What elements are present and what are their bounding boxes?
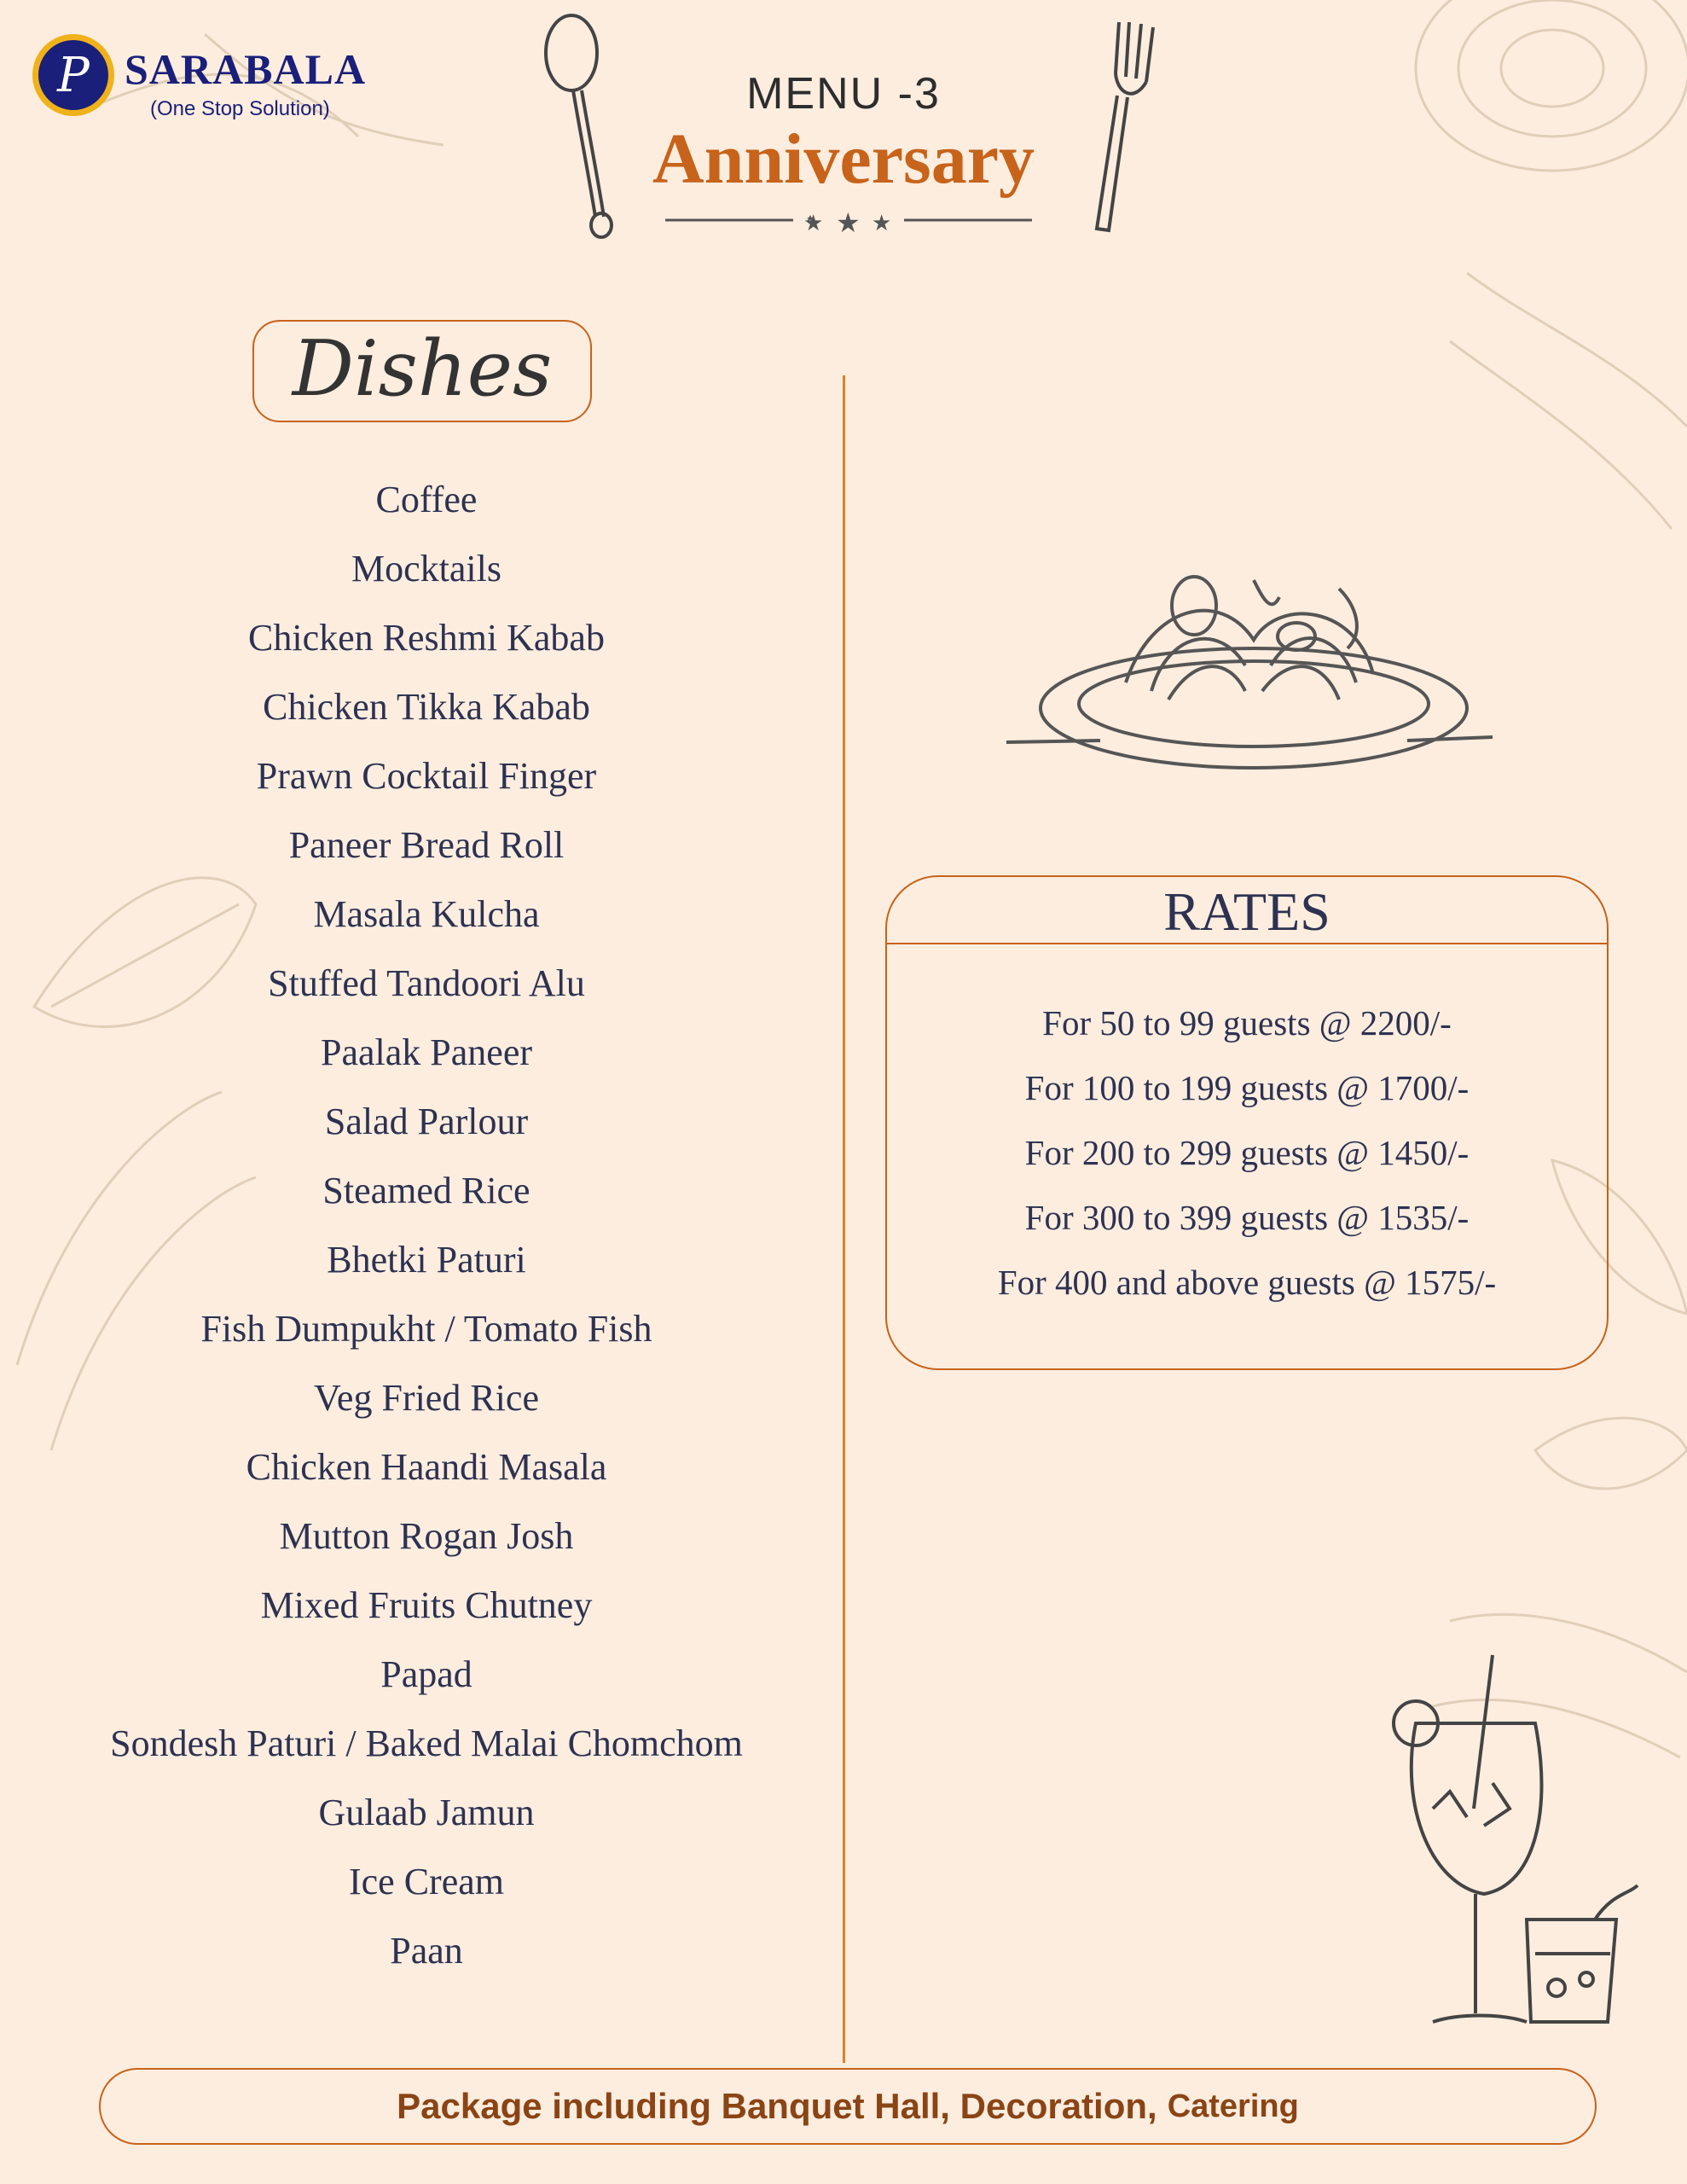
rates-divider	[887, 943, 1607, 944]
dish-item: Mutton Rogan Josh	[279, 1515, 574, 1557]
dish-item: Papad	[380, 1653, 472, 1695]
dish-item: Prawn Cocktail Finger	[256, 755, 597, 797]
brand-name: SARABALA	[125, 45, 367, 93]
dish-item: Salad Parlour	[324, 1101, 529, 1142]
footer-tail: Catering	[1167, 2088, 1299, 2124]
rates-box	[885, 875, 1609, 1370]
dish-item: Bhetki Paturi	[327, 1239, 526, 1281]
menu-number: MENU -3	[746, 69, 941, 119]
dish-item: Chicken Haandi Masala	[246, 1446, 607, 1488]
rates-list	[887, 995, 1607, 1319]
drinks-icon	[1382, 1638, 1655, 2048]
dish-item: Steamed Rice	[322, 1170, 530, 1211]
rate-item: For 300 to 399 guests @ 1535/-	[1024, 1198, 1470, 1237]
footer-text: Package including Banquet Hall, Decoration,	[397, 2086, 1157, 2126]
dish-item: Mocktails	[351, 548, 501, 590]
dishes-heading-badge	[252, 320, 592, 422]
rate-item: For 400 and above guests @ 1575/-	[997, 1263, 1497, 1302]
dish-item: Veg Fried Rice	[314, 1377, 539, 1419]
dish-item: Chicken Tikka Kabab	[263, 686, 590, 728]
rates-title: RATES	[1163, 881, 1330, 942]
dish-item: Coffee	[375, 479, 478, 520]
pasta-plate-icon	[998, 555, 1501, 785]
dish-item: Sondesh Paturi / Baked Malai Chomchom	[110, 1722, 743, 1764]
logo-letter: P	[57, 47, 90, 103]
dish-item: Ice Cream	[349, 1861, 504, 1902]
dish-item: Fish Dumpukht / Tomato Fish	[200, 1308, 652, 1350]
dishes-heading: Dishes	[292, 323, 553, 414]
dish-item: Masala Kulcha	[313, 893, 540, 935]
event-title: Anniversary	[652, 119, 1035, 199]
column-divider	[843, 375, 845, 2063]
rate-item: For 200 to 299 guests @ 1450/-	[1024, 1133, 1470, 1172]
dish-item: Chicken Reshmi Kabab	[248, 617, 605, 659]
dish-item: Gulaab Jamun	[318, 1792, 535, 1833]
rate-item: For 50 to 99 guests @ 2200/-	[1042, 1003, 1452, 1043]
dish-item: Paan	[390, 1930, 463, 1972]
svg-text:★: ★	[836, 206, 861, 235]
dish-item: Stuffed Tandoori Alu	[268, 962, 585, 1004]
svg-text:★: ★	[803, 211, 824, 235]
package-footer	[99, 2068, 1597, 2145]
rate-item: For 100 to 199 guests @ 1700/-	[1024, 1068, 1470, 1107]
dish-item: Paneer Bread Roll	[288, 824, 565, 866]
dish-list	[34, 472, 819, 1992]
brand-tagline: (One Stop Solution)	[150, 97, 330, 120]
dish-item: Mixed Fruits Chutney	[260, 1584, 593, 1626]
stars-divider	[665, 205, 1032, 235]
dish-item: Paalak Paneer	[321, 1031, 532, 1073]
svg-text:★: ★	[872, 211, 892, 235]
